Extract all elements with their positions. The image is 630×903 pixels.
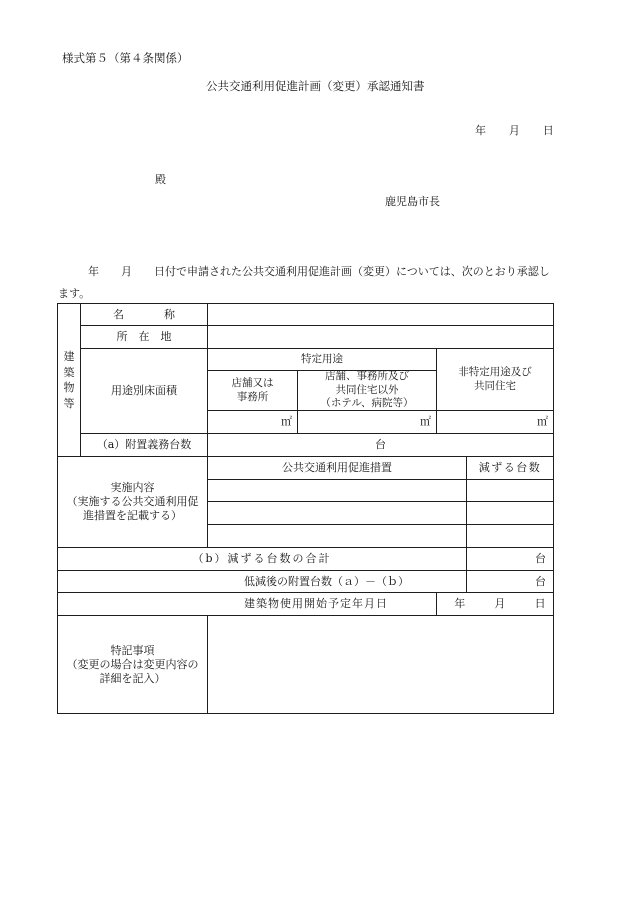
measure-header: 公共交通利用促進措置 [282, 461, 392, 474]
reduced-spaces-label-cell [57, 570, 466, 592]
store-office-header-cell [207, 370, 297, 410]
remarks-label-cell [57, 615, 207, 713]
reduced-spaces-label: 低減後の附置台数（ａ）－（ｂ） [244, 574, 409, 588]
issuer-name: 鹿児島市長 [385, 195, 440, 208]
non-specific-use-label: 非特定用途及び 共同住宅 [458, 366, 532, 392]
measures-section-cell [57, 456, 207, 547]
building-section-cell [57, 303, 80, 456]
floor-area-label-cell [80, 348, 207, 433]
spaces-unit: 台 [535, 574, 546, 588]
spaces-unit: 台 [375, 438, 386, 451]
required-spaces-label-cell [80, 433, 207, 456]
other-use-area-cell [297, 410, 436, 433]
measure-row-cell [207, 524, 466, 547]
spaces-unit: 台 [535, 552, 546, 565]
required-spaces-label: （a）附置義務台数 [96, 438, 192, 451]
building-section-label: 建築物等 [63, 350, 75, 410]
body-text-line-1: 年 月 日付で申請された公共交通利用促進計画（変更）については、次のとおり承認し [66, 265, 550, 278]
specific-use-label: 特定用途 [301, 352, 343, 365]
reduction-header-cell [466, 456, 553, 479]
name-label-cell [80, 303, 207, 325]
name-label: 名 称 [113, 307, 181, 321]
measure-header-cell [207, 456, 466, 479]
name-value-cell [207, 303, 553, 325]
document-title: 公共交通利用促進計画（変更）承認通知書 [206, 79, 425, 93]
store-office-label: 店舗又は 事務所 [231, 377, 274, 403]
notice-date: 年 月 日 [475, 124, 555, 137]
area-unit: ㎡ [281, 415, 292, 428]
non-specific-use-header-cell [436, 348, 553, 410]
start-date-value: 年 月 日 [454, 597, 548, 610]
addressee-honorific: 殿 [155, 173, 166, 186]
body-text-line-2: ます。 [58, 287, 91, 300]
other-use-header-cell [297, 370, 436, 410]
reduced-spaces-value-cell [466, 570, 553, 592]
required-spaces-value-cell [207, 433, 553, 456]
floor-area-label: 用途別床面積 [111, 384, 177, 397]
total-reduction-label: （b）減ずる台数の合計 [192, 552, 332, 565]
start-date-value-cell [436, 592, 553, 615]
start-date-label: 建築物使用開始予定年月日 [244, 597, 388, 610]
measures-section-label: 実施内容 （実施する公共交通利用促 進措置を記載する） [66, 481, 199, 522]
reduction-header: 減ずる台数 [478, 461, 542, 474]
remarks-label: 特記事項 （変更の場合は変更内容の 詳細を記入） [66, 643, 199, 685]
area-unit: ㎡ [537, 415, 548, 428]
location-label: 所 在 地 [116, 330, 172, 343]
store-office-area-cell [207, 410, 297, 433]
reduction-row-cell [466, 524, 553, 547]
total-reduction-label-cell [57, 547, 466, 570]
location-label-cell [80, 325, 207, 348]
location-value-cell [207, 325, 553, 348]
measure-row-cell [207, 479, 466, 501]
total-reduction-value-cell [466, 547, 553, 570]
area-unit: ㎡ [420, 415, 431, 428]
reduction-row-cell [466, 479, 553, 501]
non-specific-area-cell [436, 410, 553, 433]
remarks-value-cell [207, 615, 553, 713]
other-use-label: 店舗、事務所及び 共同住宅以外 （ホテル、病院等） [320, 370, 414, 410]
form-number: 様式第５（第４条関係） [62, 51, 189, 65]
reduction-row-cell [466, 501, 553, 524]
start-date-label-cell [57, 592, 436, 615]
approval-table [57, 303, 554, 714]
measure-row-cell [207, 501, 466, 524]
specific-use-header-cell [207, 348, 436, 370]
